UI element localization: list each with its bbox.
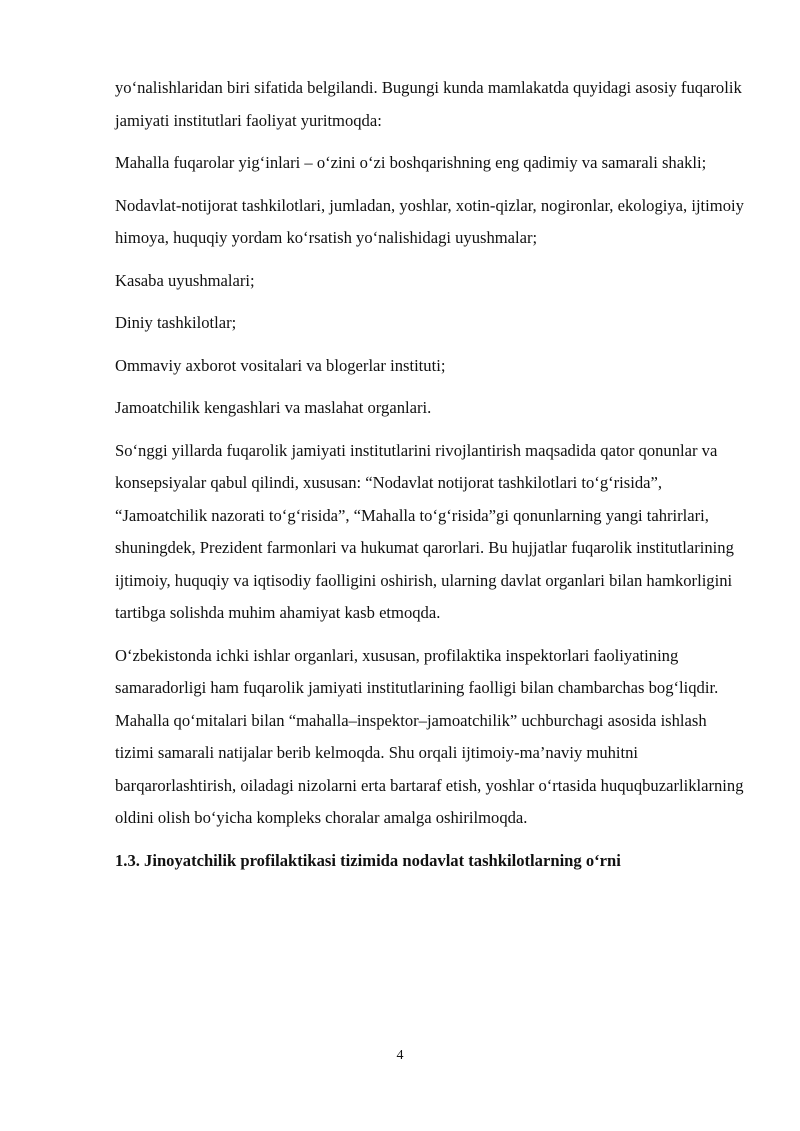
list-item-councils: Jamoatchilik kengashlari va maslahat organlari.: [115, 398, 432, 417]
list-item-trade-unions: Kasaba uyushmalari;: [115, 270, 255, 290]
document-body: [115, 72, 747, 877]
page-number: 4: [396, 1048, 404, 1063]
list-item-media: Ommaviy axborot vositalari va blogerlar instituti;: [115, 355, 446, 375]
list-item-religious: Diniy tashkilotlar;: [115, 313, 237, 332]
list-item-mahalla: Mahalla fuqarolar yig‘inlari – o‘zini o‘zi boshqarishning eng qadimiy va samarali shakli;: [115, 153, 707, 172]
paragraph-internal-affairs: O‘zbekistonda ichki ishlar organlari, xususan, profilaktika inspektorlari faoliyatining samaradorligi ham fuqarolik jamiyati institutlarining faolligi bilan chambarchas bog‘liqdir. Mahalla qo‘mitalari bilan “mahalla–inspektor–jamoatchilik” uchburchagi asosida ishlash tizimi samarali natijalar berib kelmoqda. Shu orqali ijtimoiy-ma’naviy muhitni barqarorlashtirish, oiladagi nizolarni erta bartaraf etish, yoshlar o‘rtasida huquqbuzarliklarning oldini olish bo‘yicha kompleks choralar amalga oshirilmoqda.: [115, 645, 744, 827]
section-heading: 1.3. Jinoyatchilik profilaktikasi tizimida nodavlat tashkilotlarning o‘rni: [115, 850, 621, 870]
list-item-ngo: Nodavlat-notijorat tashkilotlari, jumladan, yoshlar, xotin-qizlar, nogironlar, ekologiya, ijtimoiy himoya, huquqiy yordam ko‘rsatish yo‘nalishidagi uyushmalar;: [115, 195, 744, 247]
paragraph-intro: yo‘nalishlaridan biri sifatida belgilandi. Bugungi kunda mamlakatda quyidagi asosiy fuqarolik jamiyati institutlari faoliyat yuritmoqda:: [115, 78, 742, 130]
paragraph-laws: So‘nggi yillarda fuqarolik jamiyati institutlarini rivojlantirish maqsadida qator qonunlar va konsepsiyalar qabul qilindi, xususan: “Nodavlat notijorat tashkilotlari to‘g‘risida”, “Jamoatchilik nazorati to‘g‘risida”, “Mahalla to‘g‘risida”gi qonunlarning yangi tahrirlari, shuningdek, Prezident farmonlari va hukumat qarorlari. Bu hujjatlar fuqarolik institutlarining ijtimoiy, huquqiy va iqtisodiy faolligini oshirish, ularning davlat organlari bilan hamkorligini tartibga solishda muhim ahamiyat kasb etmoqda.: [115, 440, 734, 622]
